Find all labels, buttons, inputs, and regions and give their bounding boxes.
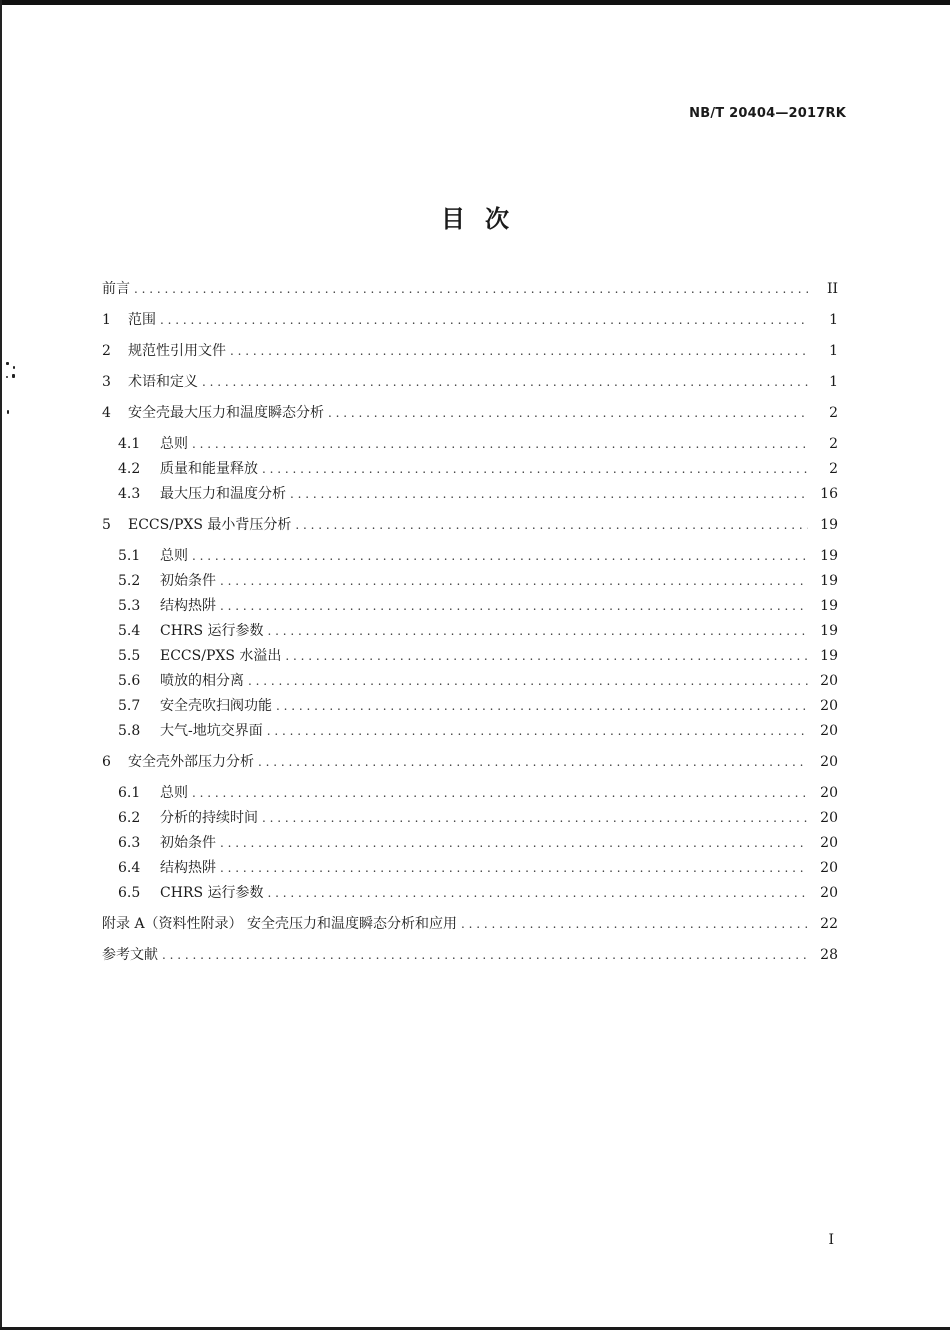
toc-entry-page: 2	[829, 405, 838, 421]
toc-entry[interactable]	[118, 670, 838, 692]
page-number: I	[828, 1232, 834, 1248]
toc-entry[interactable]	[118, 570, 838, 592]
toc-dot-leader	[267, 720, 808, 742]
toc-entry-label: 术语和定义	[128, 374, 198, 390]
toc-entry[interactable]	[118, 483, 838, 505]
toc-entry-number: 4	[102, 405, 111, 421]
toc-entry[interactable]	[118, 433, 838, 455]
toc-entry-page: 2	[829, 461, 838, 477]
toc-entry-number: 5.4	[118, 623, 141, 639]
toc-entry-label: 喷放的相分离	[160, 673, 244, 689]
toc-entry[interactable]	[118, 620, 838, 642]
toc-entry-page: 20	[820, 835, 838, 851]
toc-entry-page: 22	[820, 916, 838, 932]
toc-entry-number: 6	[102, 754, 111, 770]
toc-entry-page: 20	[820, 785, 838, 801]
toc-entry[interactable]	[102, 309, 838, 331]
toc-entry-number: 3	[102, 374, 111, 390]
toc-entry-page: 19	[820, 598, 838, 614]
toc-entry-page: II	[826, 281, 838, 297]
toc-entry-number: 6.2	[118, 810, 141, 826]
toc-entry-label: 结构热阱	[160, 860, 216, 876]
toc-entry-label: 最大压力和温度分析	[160, 486, 286, 502]
toc-dot-leader	[162, 944, 808, 966]
toc-entry-label: 安全壳外部压力分析	[128, 754, 254, 770]
toc-dot-leader	[192, 545, 808, 567]
toc-dot-leader	[290, 483, 808, 505]
toc-entry-number: 6.1	[118, 785, 141, 801]
toc-entry-label: 质量和能量释放	[160, 461, 258, 477]
toc-entry-page: 19	[820, 648, 838, 664]
toc-entry-page: 16	[820, 486, 838, 502]
toc-entry[interactable]	[118, 595, 838, 617]
toc-dot-leader	[230, 340, 808, 362]
toc-entry-page: 20	[820, 810, 838, 826]
toc-entry-page: 1	[829, 312, 838, 328]
toc-entry[interactable]	[118, 458, 838, 480]
toc-entry-number: 5.7	[118, 698, 141, 714]
toc-dot-leader	[202, 371, 808, 393]
toc-entry-page: 19	[820, 623, 838, 639]
toc-dot-leader	[328, 402, 808, 424]
toc-entry-number: 5.5	[118, 648, 141, 664]
toc-entry-page: 20	[820, 754, 838, 770]
document-code: NB/T 20404—2017RK	[689, 106, 846, 121]
toc-dot-leader	[220, 595, 808, 617]
toc-entry-label: 总则	[160, 785, 188, 801]
toc-entry-label: 参考文献	[102, 947, 158, 963]
toc-dot-leader	[276, 695, 808, 717]
toc-entry-page: 20	[820, 723, 838, 739]
toc-entry-label: CHRS 运行参数	[160, 623, 264, 639]
scan-artifact	[6, 362, 18, 422]
toc-entry-page: 19	[820, 517, 838, 533]
toc-entry[interactable]	[118, 720, 838, 742]
toc-entry-number: 6.3	[118, 835, 141, 851]
toc-entry-label: 安全壳吹扫阀功能	[160, 698, 272, 714]
toc-entry[interactable]	[118, 807, 838, 829]
scan-border-top	[0, 0, 950, 5]
toc-entry-number: 5.3	[118, 598, 141, 614]
toc-entry-page: 1	[829, 374, 838, 390]
toc-entry-page: 1	[829, 343, 838, 359]
toc-entry-page: 20	[820, 885, 838, 901]
toc-entry[interactable]	[118, 695, 838, 717]
toc-dot-leader	[285, 645, 808, 667]
toc-entry-label: 结构热阱	[160, 598, 216, 614]
toc-entry-label: 规范性引用文件	[128, 343, 226, 359]
toc-entry[interactable]	[118, 882, 838, 904]
page-title: 目次	[441, 204, 529, 233]
toc-entry-number: 2	[102, 343, 111, 359]
toc-dot-leader	[192, 433, 808, 455]
toc-entry-number: 5.6	[118, 673, 141, 689]
toc-dot-leader	[268, 620, 808, 642]
toc-dot-leader	[262, 807, 808, 829]
toc-entry-label: 初始条件	[160, 573, 216, 589]
toc-entry[interactable]	[102, 944, 838, 966]
toc-entry[interactable]	[118, 545, 838, 567]
toc-dot-leader	[134, 278, 808, 300]
toc-entry[interactable]	[102, 371, 838, 393]
toc-entry-label: 范围	[128, 312, 156, 328]
toc-dot-leader	[248, 670, 808, 692]
toc-entry-label: ECCS/PXS 水溢出	[160, 648, 282, 664]
toc-dot-leader	[258, 751, 808, 773]
toc-entry-label: 分析的持续时间	[160, 810, 258, 826]
toc-dot-leader	[262, 458, 808, 480]
toc-entry-page: 20	[820, 860, 838, 876]
toc-dot-leader	[461, 913, 808, 935]
toc-entry[interactable]	[102, 514, 838, 536]
toc-dot-leader	[295, 514, 808, 536]
toc-entry-page: 19	[820, 573, 838, 589]
toc-entry-number: 1	[102, 312, 111, 328]
toc-entry[interactable]	[118, 645, 838, 667]
toc-entry-page: 20	[820, 698, 838, 714]
toc-entry-number: 5.1	[118, 548, 141, 564]
toc-entry-label: 总则	[160, 436, 188, 452]
toc-entry-number: 6.4	[118, 860, 141, 876]
toc-entry-label: 安全壳最大压力和温度瞬态分析	[128, 405, 324, 421]
toc-dot-leader	[220, 857, 808, 879]
toc-entry-label: 大气-地坑交界面	[160, 723, 263, 739]
toc-entry-number: 5.8	[118, 723, 141, 739]
toc-entry-label: 前言	[102, 281, 130, 297]
toc-entry[interactable]	[102, 751, 838, 773]
toc-entry[interactable]	[118, 782, 838, 804]
toc-entry-number: 4.2	[118, 461, 141, 477]
toc-entry-label: 初始条件	[160, 835, 216, 851]
toc-entry-label: 总则	[160, 548, 188, 564]
toc-entry-page: 20	[820, 673, 838, 689]
toc-entry[interactable]	[102, 913, 838, 935]
toc-entry-label: ECCS/PXS 最小背压分析	[128, 517, 292, 533]
toc-dot-leader	[160, 309, 808, 331]
toc-entry-number: 4.1	[118, 436, 141, 452]
toc-entry[interactable]	[102, 402, 838, 424]
toc-entry-page: 28	[820, 947, 838, 963]
toc-dot-leader	[192, 782, 808, 804]
toc-entry-page: 2	[829, 436, 838, 452]
toc-entry[interactable]	[118, 832, 838, 854]
toc-dot-leader	[220, 570, 808, 592]
toc-entry[interactable]	[118, 857, 838, 879]
toc-entry-number: 4.3	[118, 486, 141, 502]
toc-entry[interactable]	[102, 340, 838, 362]
toc-dot-leader	[268, 882, 808, 904]
toc-entry[interactable]	[102, 278, 838, 300]
toc-entry-number: 5.2	[118, 573, 141, 589]
toc-entry-page: 19	[820, 548, 838, 564]
toc-entry-label: 附录 A（资料性附录） 安全壳压力和温度瞬态分析和应用	[102, 916, 458, 932]
toc-entry-number: 6.5	[118, 885, 141, 901]
toc-entry-label: CHRS 运行参数	[160, 885, 264, 901]
toc-dot-leader	[220, 832, 808, 854]
toc-entry-number: 5	[102, 517, 111, 533]
